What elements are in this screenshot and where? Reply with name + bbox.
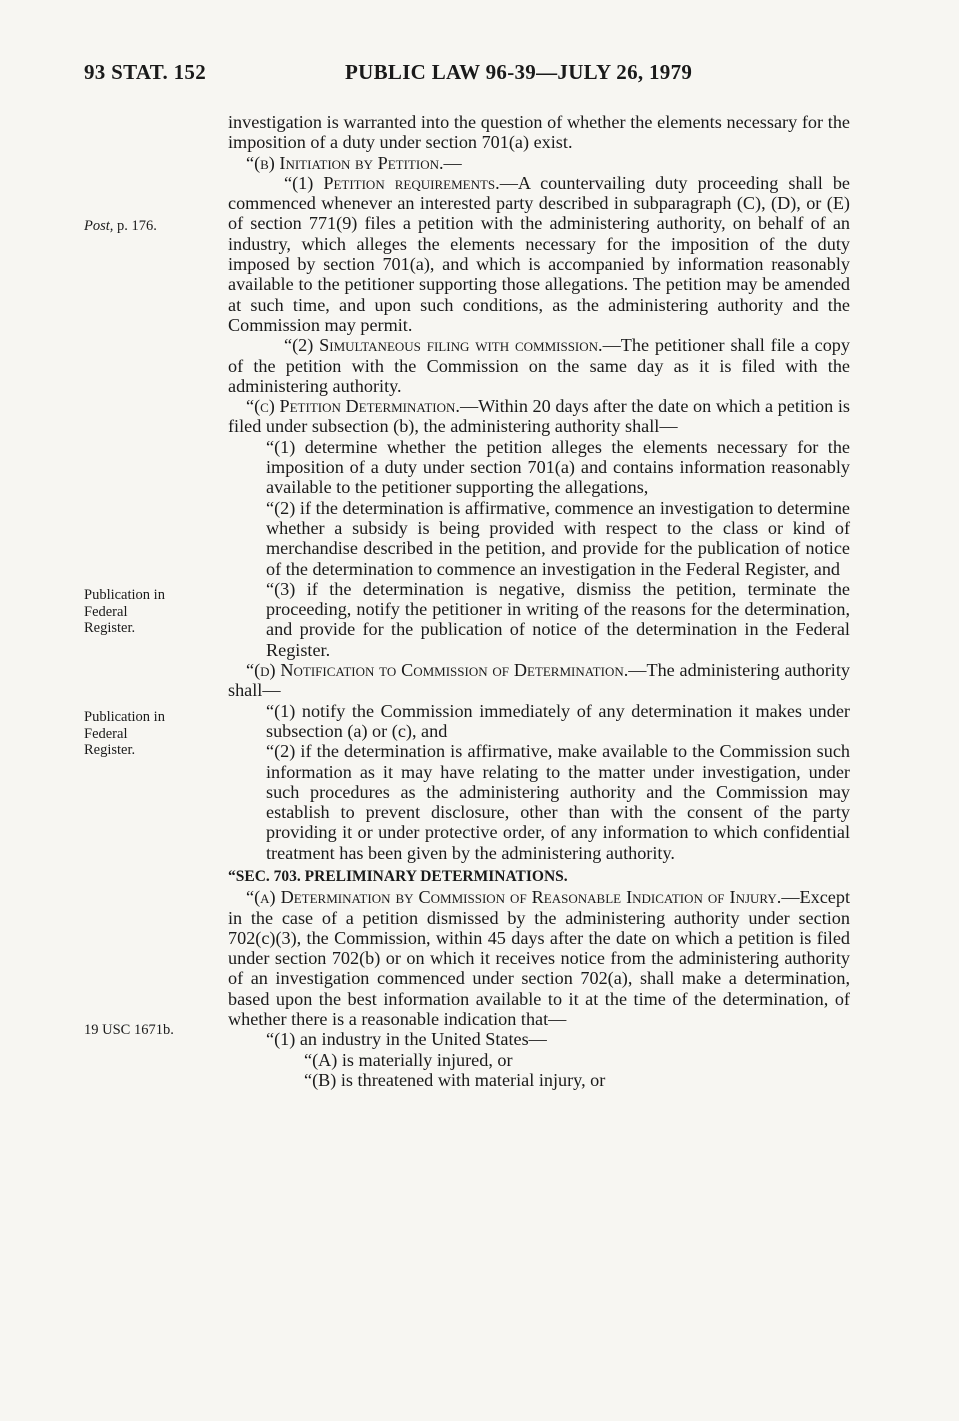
paragraph-aA: “(A) is materially injured, or xyxy=(304,1049,513,1070)
paragraph-c3: “(3) if the determination is negative, dismiss the petition, terminate the proceeding, notify the petitioner in writing of the reasons for the determination, and provide for the publication of notice of the determination in the Federal Register. xyxy=(266,578,850,660)
subsection-c xyxy=(228,396,850,437)
paragraph-d2: “(2) if the determination is affirmative, make available to the Commission such information as it may have relating to the matter under investigation, under such procedures as the administering authority and the Commission may establish to prevent disclosure, other than with the consent of the party providing it or under protective order, of any information to which confidential treatment has been given by the administering authority. xyxy=(266,741,850,863)
subsection-a xyxy=(228,887,850,1029)
subsection-d xyxy=(228,660,850,701)
margin-note-line: Publication in xyxy=(84,587,165,603)
heading-text: “(b) Initiation by Petition.— xyxy=(246,152,462,173)
statute-citation: 93 STAT. 152 xyxy=(84,60,207,84)
section-703-heading: “SEC. 703. PRELIMINARY DETERMINATIONS. xyxy=(228,867,568,885)
margin-note-usc xyxy=(84,1022,214,1039)
margin-note-post-text: p. 176. xyxy=(113,218,157,234)
paragraph-text: —Except in the case of a petition dismissed by the administering authority under section 702(c)(3), the Commission, within 45 days after the date on which a petition is filed under section 702(b) or on which it receives notice from the administering authority of an investigation commenced under section 702(a), shall make a determination, based upon the best information available to it at the time of the determination, of whether there is a reasonable indication that— xyxy=(228,887,850,1030)
paragraph-text: —The administering authority shall— xyxy=(228,660,850,701)
margin-note-line: Register. xyxy=(84,742,136,758)
running-head: PUBLIC LAW 96-39—JULY 26, 1979 xyxy=(345,60,693,84)
heading-text: “(2) Simultaneous filing with commission. xyxy=(284,335,603,356)
paragraph-intro: investigation is warranted into the question of whether the elements necessary for the imposition of a duty under section 701(a) exist. xyxy=(228,112,850,153)
paragraph-text: —A countervailing duty proceeding shall be commenced whenever an interested party described in subparagraph (C), (D), or (E) of section 771(9) files a petition with the administering authority, on behalf of an industry, which alleges the elements necessary for the imposition of the duty imposed by section 701(a), and which is accompanied by information reasonably available to the petitioner supporting those allegations. The petition may be amended at such time, and upon such conditions, as the administering authority and the Commission may permit. xyxy=(228,172,850,335)
margin-note-post xyxy=(84,218,214,235)
margin-note-publication-2 xyxy=(84,709,214,759)
margin-note-line: Federal xyxy=(84,725,128,742)
subsection-b-heading xyxy=(228,153,850,173)
paragraph-d1: “(1) notify the Commission immediately of any determination it makes under subsection (a) or (c), and xyxy=(266,700,850,741)
paragraph-c2: “(2) if the determination is affirmative, commence an investigation to determine whether a subsidy is being provided with respect to the class or kind of merchandise described in the petition, and provide for the publication of notice of the determination to commence an investigation in the Federal Register, and xyxy=(266,497,850,579)
paragraph-c1: “(1) determine whether the petition alleges the elements necessary for the imposition of a duty under section 701(a) and contains information reasonably available to the petitioner supporting the allegations, xyxy=(266,436,850,498)
paragraph-aB: “(B) is threatened with material injury, or xyxy=(304,1069,606,1090)
margin-note-line: Federal xyxy=(84,603,128,620)
margin-note-line: Register. xyxy=(84,620,136,636)
page-header xyxy=(0,60,959,90)
heading-text: “(a) Determination by Commission of Reasonable Indication of Injury. xyxy=(246,887,782,908)
margin-note-line: 19 USC 1671b. xyxy=(84,1022,174,1038)
heading-text: “(c) Petition Determination. xyxy=(246,396,460,417)
margin-note-publication-1 xyxy=(84,587,214,637)
paragraph-text: —Within 20 days after the date on which a petition is filed under subsection (b), the administering authority shall— xyxy=(228,396,850,437)
paragraph-b1 xyxy=(228,173,850,335)
margin-note-post-italic: Post, xyxy=(84,218,114,234)
law-text xyxy=(228,112,850,1090)
heading-text: “(1) Petition requirements. xyxy=(284,172,500,193)
paragraph-b2 xyxy=(228,335,850,396)
heading-text: “(d) Notification to Commission of Determination. xyxy=(246,660,629,681)
paragraph-a1: “(1) an industry in the United States— xyxy=(266,1029,547,1050)
margin-note-line: Publication in xyxy=(84,709,165,725)
paragraph-text: —The petitioner shall file a copy of the petition with the Commission on the same day as it is filed with the administering authority. xyxy=(228,335,850,396)
